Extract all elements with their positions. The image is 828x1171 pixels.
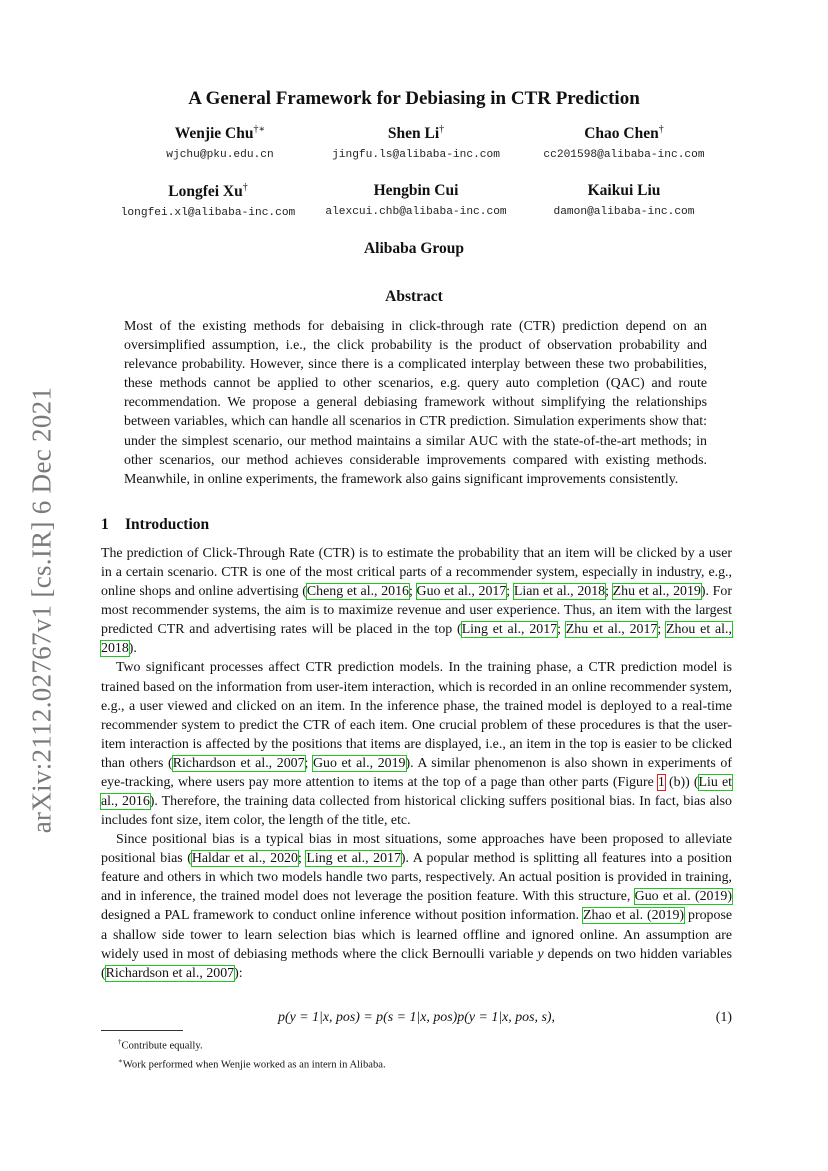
text-run: ; [657,622,667,638]
paragraph [101,830,732,983]
footnote [118,1054,386,1073]
citation-link[interactable]: Zhou et al., 2018 [101,622,732,657]
author-email: alexcui.chb@alibaba-inc.com [325,206,507,218]
section-title: Introduction [125,516,210,533]
equation-body: p(y = 1|x, pos) = p(s = 1|x, pos)p(y = 1|x, pos, s), [278,1010,555,1025]
text-run: depends on two hidden variables ( [101,946,732,981]
citation-link[interactable]: Guo et al., 2017 [416,584,507,600]
paragraph [101,658,732,830]
text-run: Since positional bias is a typical bias in most situations, some approaches have been proposed to alleviate positional bias ( [101,832,732,867]
citation-link[interactable]: Haldar et al., 2020 [191,851,298,867]
author-mark: † [658,124,664,135]
arxiv-identifier-text: arXiv:2112.02767v1 [cs.IR] 6 Dec 2021 [26,386,57,834]
equation [101,1010,732,1030]
footnote-text: Work performed when Wenjie worked as an intern in Alibaba. [122,1059,386,1071]
text-run: ; [409,584,417,600]
author-email: jingfu.ls@alibaba-inc.com [332,149,500,162]
text-run: (b)) ( [664,774,699,790]
author-email: cc201598@alibaba-inc.com [543,149,705,162]
citation-link[interactable]: Ling et al., 2017 [461,622,558,638]
footnotes [118,1035,386,1073]
citation-link[interactable]: Lian et al., 2018 [513,584,606,600]
text-run: ). Therefore, the training data collected from historical clicking suffers positional bias. In fact, bias also includes font size, item color, the length of the title, etc. [101,794,732,829]
author-mark: †∗ [253,124,266,135]
text-run: ; [506,584,514,600]
text-run: designed a PAL framework to conduct online inference without position information. [101,908,584,924]
abstract-text: Most of the existing methods for debaising in click-through rate (CTR) prediction depend on an oversimplified assumption, i.e., the click probability is the product of observation probability and relevance probability. However, since there is a complicated interplay between these two probabilities, these methods cannot be applied to other scenarios, e.g. query auto completion (QAC) and route recommendation. We propose a general debiasing framework without simplifying the relationships between variables, which can handle all scenarios in CTR prediction. Simulation experiments show that: under the simplest scenario, our method maintains a similar AUC with the state-of-the-art methods; in other scenarios, our method achieves considerable improvements compared with existing methods. Meanwhile, in online experiments, the framework also gains significant improvements consistently. [124,319,707,487]
author-name: Wenjie Chu [174,125,254,143]
author-block [504,182,744,218]
text-run: ). A similar phenomenon is also shown in experiments of eye-tracking, where users pay more attention to items at the top of a page than other parts (Figure [101,755,732,790]
author-mark: † [439,124,445,135]
footnote [118,1035,386,1054]
figure-reference-link[interactable]: 1 [657,774,665,790]
arxiv-identifier [22,380,62,840]
citation-link[interactable]: Zhu et al., 2017 [565,622,658,638]
author-block [296,182,536,218]
citation-link[interactable]: Ling et al., 2017 [306,851,401,867]
affiliation: Alibaba Group [363,240,465,257]
citation-link[interactable]: Cheng et al., 2016 [306,584,409,600]
paper-title: A General Framework for Debiasing in CTR Prediction [188,88,640,109]
text-run: Two significant processes affect CTR prediction models. In the training phase, a CTR prediction model is trained based on the information from user-item interaction, which is recorded in an online recommender system, e.g., a user viewed and clicked on an item. In the inference phase, the trained model is deployed to a real-time recommender system to predict the CTR of each item. One crucial problem of these procedures is that the user-item interaction is affected by the positions that items are displayed, i.e., an item in the top is easier to be clicked than others ( [101,660,732,771]
text-run: ): [234,965,243,981]
author-block [88,182,328,219]
footnote-text: Contribute equally. [121,1040,203,1052]
text-run: ; [557,622,566,638]
author-email: longfei.xl@alibaba-inc.com [120,207,296,220]
text-run: ; [304,755,313,771]
citation-link[interactable]: Zhu et al., 2019 [612,584,701,600]
section-number: 1 [101,516,109,533]
section-heading [101,516,209,534]
text-run: ). [128,641,137,657]
citation-link[interactable]: Richardson et al., 2007 [105,965,235,981]
citation-link[interactable]: Guo et al. (2019) [634,889,732,905]
author-name: Hengbin Cui [373,182,459,199]
text-run: The prediction of Click-Through Rate (CTR) is to estimate the probability that an item will be clicked by a user in a certain scenario. CTR is one of the most critical parts of a recommender system, especially in industry, e.g., online shops and online advertising ( [101,546,732,600]
citation-link[interactable]: Richardson et al., 2007 [172,755,305,771]
footnote-mark: ∗ [118,1057,123,1066]
citation-link[interactable]: Guo et al., 2019 [313,755,406,771]
math-variable: y [537,946,544,962]
text-run: ; [605,584,613,600]
author-email: damon@alibaba-inc.com [553,206,695,218]
abstract-heading: Abstract [385,288,443,305]
paragraph [101,544,732,658]
equation-number: (1) [715,1010,732,1025]
author-block [504,124,744,161]
author-name: Chao Chen [584,125,659,143]
footnote-mark: † [118,1038,122,1046]
author-name: Kaikui Liu [587,182,661,199]
author-block [296,124,536,161]
author-name: Longfei Xu [168,183,243,201]
citation-link[interactable]: Liu et al., 2016 [101,774,732,810]
footnote-rule [101,1030,183,1031]
author-email: wjchu@pku.edu.cn [166,149,274,162]
author-mark: † [242,182,248,193]
citation-link[interactable]: Zhao et al. (2019) [583,908,685,924]
text-run: ). A popular method is splitting all features into a position feature and others in which two models handle two parts, respectively. An actual position is provided in training, and in inference, the trained model does not leverage the position feature. With this structure, [101,851,732,905]
text-run: propose a shallow side tower to learn selection bias which is learned offline and ignored online. An assumption are widely used in most of debiasing methods where the click Bernoulli variable [101,908,733,962]
text-run: ; [297,851,307,867]
author-name: Shen Li [387,125,440,143]
text-run: ). For most recommender systems, the aim is to maximize revenue and user experience. Thus, an item with the largest predicted CTR and advertising rates will be placed in the top ( [101,584,732,638]
introduction-body [101,544,732,983]
